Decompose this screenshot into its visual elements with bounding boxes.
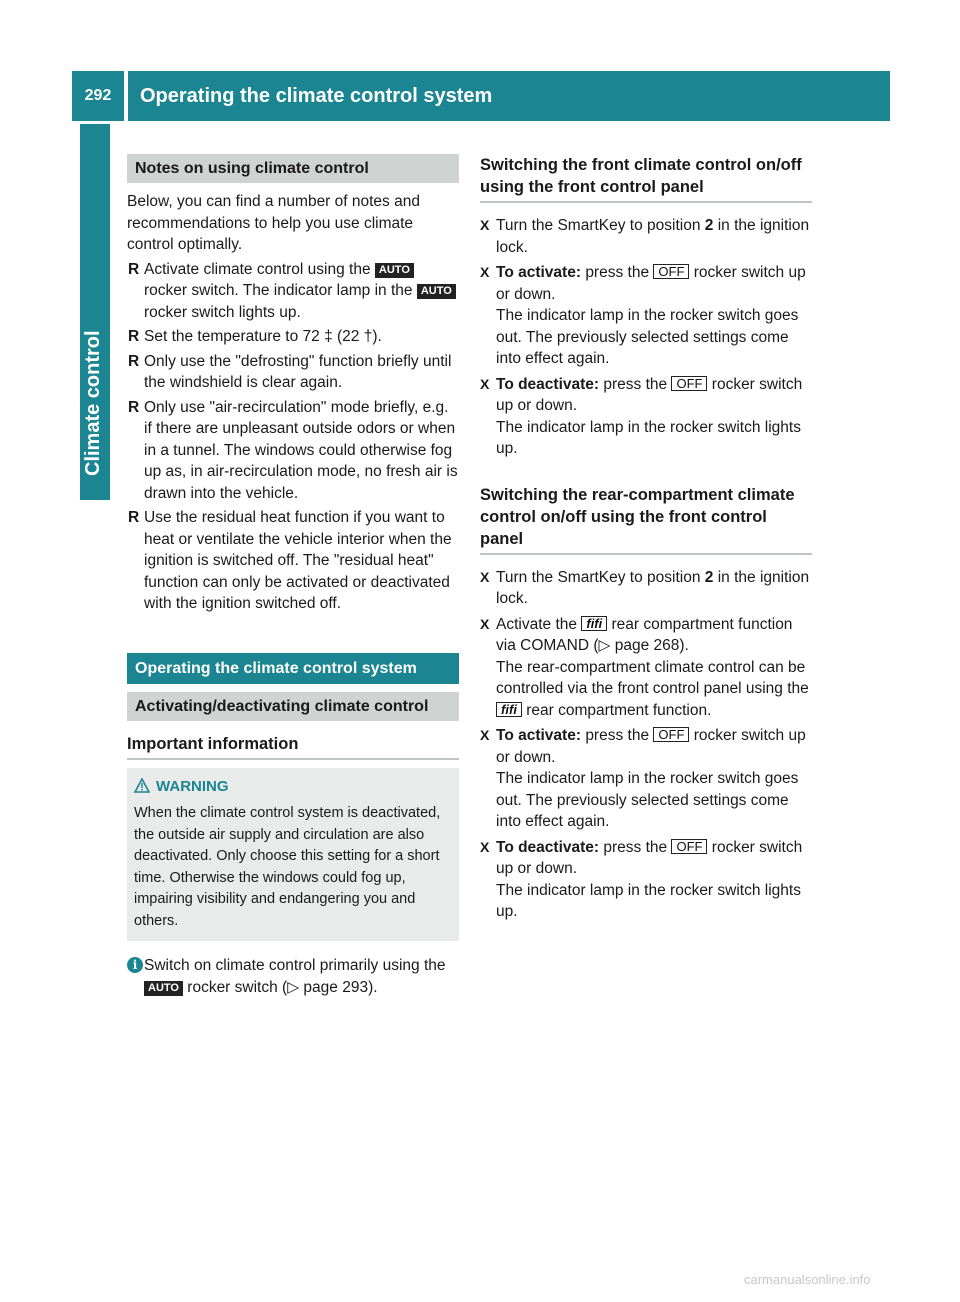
left-column [127, 154, 459, 998]
list-item: R Set the temperature to 72 ‡ (22 †). [127, 326, 459, 348]
step-item: X To deactivate: press the OFF rocker switch up or down. The indicator lamp in the rocker switch lights up. [480, 838, 803, 920]
info-icon: i [127, 957, 143, 973]
step-arrow-icon: X [480, 375, 490, 392]
step-arrow-icon: X [480, 568, 490, 585]
bullet-icon: R [128, 352, 140, 370]
list-item: R Only use "air-recirculation" mode briefly, e.g. if there are unpleasant outside odors or when in a tunnel. The windows could otherwise fog up as, in air-recirculation mode, no fresh air is drawn into the vehicle. [128, 398, 458, 502]
bullet-icon: R [128, 328, 140, 345]
warning-box [127, 768, 459, 942]
right-column [480, 154, 812, 923]
front-heading: Switching the front climate control on/off using the front control panel [480, 154, 812, 203]
bullet-icon: R [128, 509, 140, 526]
step-item: X To deactivate: press the OFF rocker switch up or down. The indicator lamp in the rocker switch lights up. [480, 375, 803, 457]
auto-key-icon: AUTO [375, 263, 414, 278]
notes-list [127, 259, 459, 615]
list-item: R Use the residual heat function if you want to heat or ventilate the vehicle interior when the ignition is switched off. The "residual heat" function can only be activated or deactivated with the ignition switched off. [128, 509, 452, 612]
step-arrow-icon: X [480, 838, 490, 855]
page-title: Operating the climate control system [140, 85, 493, 107]
step-item: X To activate: press the OFF rocker switch up or down. The indicator lamp in the rocker switch goes out. The previously selected settings come into effect again. [480, 264, 806, 367]
important-heading: Important information [127, 733, 459, 760]
step-item: X Activate the ﬁﬁ rear compartment function via COMAND (▷ page 268). The rear-compartment climate control can be controlled via the front control panel using the ﬁﬁ rear compartment function. [480, 615, 809, 719]
list-item: R Only use the "defrosting" function briefly until the windshield is clear again. [128, 352, 452, 391]
notes-intro: Below, you can find a number of notes and recommendations to help you use climate control optimally. [127, 193, 420, 253]
rear-climate-key-icon: ﬁﬁ [496, 702, 522, 717]
list-item: R Activate climate control using the AUTO rocker switch. The indicator lamp in the AUTO rocker switch lights up. [127, 259, 459, 324]
notes-heading: Notes on using climate control [127, 154, 459, 183]
off-key-icon: OFF [671, 376, 707, 391]
step-arrow-icon: X [480, 727, 490, 743]
step-arrow-icon: X [480, 217, 490, 233]
step-item: X Turn the SmartKey to position 2 in the ignition lock. [480, 568, 810, 607]
auto-key-icon: AUTO [417, 284, 456, 299]
activating-heading: Activating/deactivating climate control [127, 692, 459, 721]
header-divider [124, 71, 128, 121]
rear-climate-key-icon: ﬁﬁ [581, 616, 607, 631]
off-key-icon: OFF [653, 727, 689, 742]
step-arrow-icon: X [480, 615, 490, 632]
warning-triangle-icon [134, 778, 152, 801]
off-key-icon: OFF [671, 839, 707, 854]
warning-text: When the climate control system is deactivated, the outside air supply and circulation are also deactivated. Only choose this setting for a short time. Otherwise the windows could fog up, impairing visibility and endangering you and others. [134, 805, 441, 929]
page-number: 292 [84, 87, 112, 104]
page-ref-link[interactable]: page 268). [614, 637, 689, 654]
page-ref-icon: ▷ [287, 978, 300, 996]
step-item: X To activate: press the OFF rocker switch up or down. The indicator lamp in the rocker switch goes out. The previously selected settings come into effect again. [480, 727, 806, 830]
section-heading: Operating the climate control system [127, 653, 459, 684]
info-note: i Switch on climate control primarily using the AUTO rocker switch (▷ page 293). [127, 955, 459, 998]
step-item: X Turn the SmartKey to position 2 in the ignition lock. [480, 217, 810, 256]
chapter-label: Climate control [82, 330, 104, 476]
bullet-icon: R [128, 398, 140, 416]
auto-key-icon: AUTO [144, 981, 183, 996]
page-ref-link[interactable]: page 293). [303, 978, 378, 996]
bullet-icon: R [128, 260, 140, 278]
step-arrow-icon: X [480, 264, 490, 280]
off-key-icon: OFF [653, 264, 689, 279]
watermark: carmanualsonline.info [744, 1272, 871, 1287]
rear-heading: Switching the rear-compartment climate control on/off using the front control panel [480, 484, 812, 555]
warning-title: WARNING [156, 777, 229, 795]
page-ref-icon: ▷ [598, 637, 611, 654]
warning-header [134, 776, 452, 801]
